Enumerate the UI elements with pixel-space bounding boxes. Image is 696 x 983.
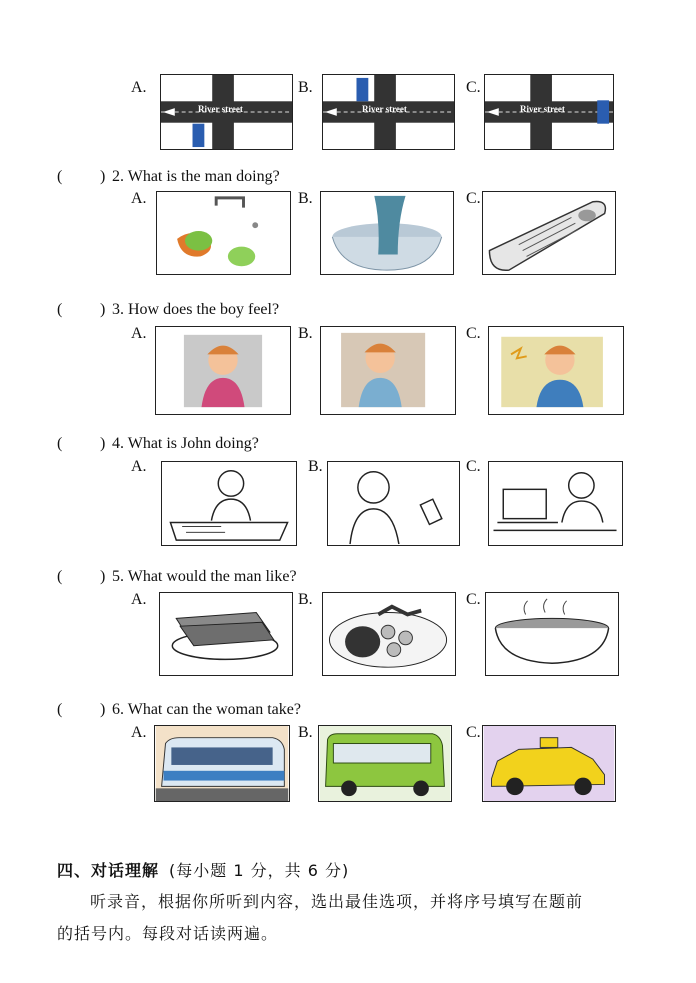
q5-option-b-image[interactable] xyxy=(322,592,456,676)
q5-option-a-label: A. xyxy=(131,591,147,608)
q3-option-b-label: B. xyxy=(298,325,313,342)
q5-option-a-image[interactable] xyxy=(159,592,293,676)
q3-option-c-label: C. xyxy=(466,325,481,342)
q4-close-bracket: ) xyxy=(100,435,106,452)
q2-option-b-image[interactable] xyxy=(320,191,454,275)
q2-close-bracket: ) xyxy=(100,168,106,185)
q3-option-a-label: A. xyxy=(131,325,147,342)
q2-option-c-image[interactable] xyxy=(482,191,616,275)
q6-close-bracket: ) xyxy=(100,701,106,718)
section-4-instruction-line2: 的括号内。每段对话读两遍。 xyxy=(57,924,279,943)
q4-open-bracket: ( xyxy=(57,435,63,452)
q2-option-b-label: B. xyxy=(298,190,313,207)
q6-option-b-label: B. xyxy=(298,724,313,741)
section-4-title: 四、对话理解 xyxy=(57,861,160,880)
q1-c-road-label: River street xyxy=(520,104,565,114)
section-4-instruction-line1: 听录音，根据你所听到内容，选出最佳选项，并将序号填写在题前 xyxy=(90,892,584,911)
q3-option-a-image[interactable] xyxy=(155,326,291,415)
q2-answer-blank[interactable] xyxy=(64,167,98,187)
q2-open-bracket: ( xyxy=(57,168,63,185)
q5-answer-blank[interactable] xyxy=(64,567,98,587)
q6-option-c-image[interactable] xyxy=(482,725,616,802)
q4-option-c-image[interactable] xyxy=(488,461,623,546)
q3-open-bracket: ( xyxy=(57,301,63,318)
q1-option-b-label: B. xyxy=(298,79,313,96)
q4-option-b-label: B. xyxy=(308,458,323,475)
q1-option-c-label: C. xyxy=(466,79,481,96)
q5-option-c-label: C. xyxy=(466,591,481,608)
q4-option-a-label: A. xyxy=(131,458,147,475)
q3-close-bracket: ) xyxy=(100,301,106,318)
q5-option-b-label: B. xyxy=(298,591,313,608)
q3-option-c-image[interactable] xyxy=(488,326,624,415)
q4-question: 4. What is John doing? xyxy=(112,435,259,452)
q6-option-c-label: C. xyxy=(466,724,481,741)
q5-option-c-image[interactable] xyxy=(485,592,619,676)
q1-option-a-label: A. xyxy=(131,79,147,96)
q6-open-bracket: ( xyxy=(57,701,63,718)
q3-question: 3. How does the boy feel? xyxy=(112,301,280,318)
q6-option-a-label: A. xyxy=(131,724,147,741)
q3-answer-blank[interactable] xyxy=(64,300,98,320)
q2-option-a-label: A. xyxy=(131,190,147,207)
q4-answer-blank[interactable] xyxy=(64,434,98,454)
q1-a-road-label: River street xyxy=(198,104,243,114)
q1-b-road-label: River street xyxy=(362,104,407,114)
q2-option-a-image[interactable] xyxy=(156,191,291,275)
q2-question: 2. What is the man doing? xyxy=(112,168,280,185)
q4-option-a-image[interactable] xyxy=(161,461,297,546)
q4-option-b-image[interactable] xyxy=(327,461,460,546)
q6-answer-blank[interactable] xyxy=(64,700,98,720)
q2-option-c-label: C. xyxy=(466,190,481,207)
q3-option-b-image[interactable] xyxy=(320,326,456,415)
q6-question: 6. What can the woman take? xyxy=(112,701,301,718)
q5-close-bracket: ) xyxy=(100,568,106,585)
section-4-heading xyxy=(57,858,349,881)
q6-option-b-image[interactable] xyxy=(318,725,452,802)
q4-option-c-label: C. xyxy=(466,458,481,475)
q6-option-a-image[interactable] xyxy=(154,725,290,802)
section-4-score: (每小题 1 分，共 6 分) xyxy=(169,861,350,880)
q5-question: 5. What would the man like? xyxy=(112,568,297,585)
q5-open-bracket: ( xyxy=(57,568,63,585)
